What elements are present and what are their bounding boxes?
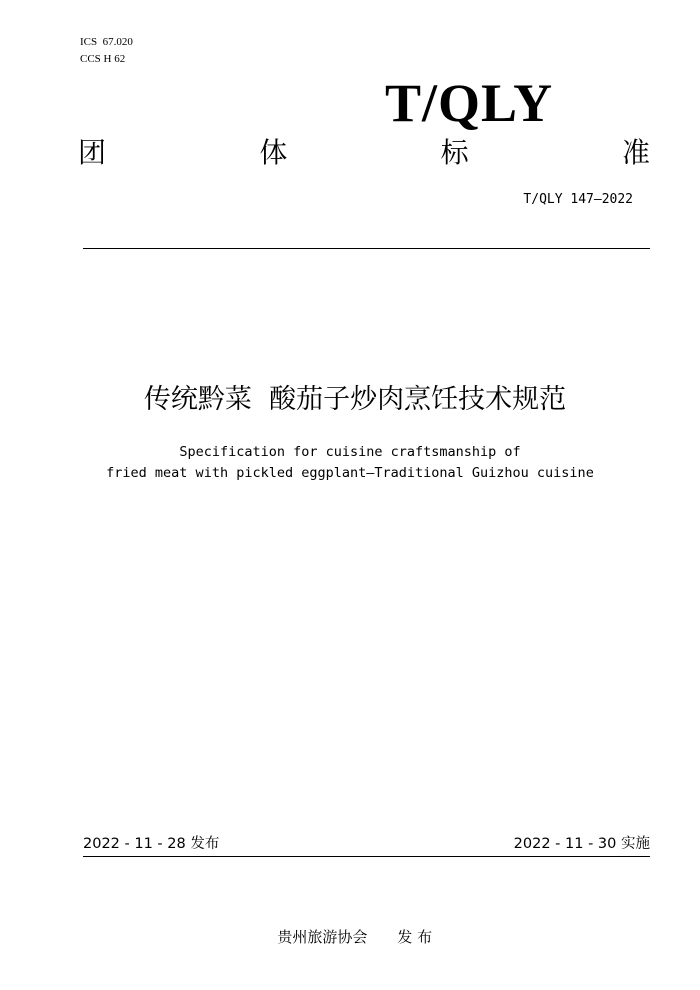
- title-english-line-2: fried meat with pickled eggplant—Traditional Guizhou cuisine: [106, 465, 594, 481]
- standard-type-char: 标: [440, 136, 469, 169]
- top-divider: [83, 248, 650, 249]
- ics-code: ICS 67.020: [80, 36, 133, 48]
- standard-type-heading: [78, 134, 650, 174]
- standard-number: T/QLY 147—2022: [523, 192, 633, 207]
- publisher-action: 发 布: [397, 928, 433, 946]
- standard-type-char: 团: [78, 136, 107, 169]
- title-chinese: 传统黔菜 酸茄子炒肉烹饪技术规范: [143, 384, 567, 415]
- classification-codes: [80, 34, 133, 68]
- publisher-name: 贵州旅游协会: [277, 928, 368, 946]
- standard-code-logo: T/QLY: [385, 73, 554, 133]
- implementation-date: 2022 - 11 - 30 实施: [513, 836, 650, 852]
- title-english-line-1: Specification for cuisine craftsmanship of: [179, 444, 521, 460]
- publisher-line: [0, 904, 700, 948]
- bottom-divider: [83, 856, 650, 857]
- issue-date: 2022 - 11 - 28 发布: [83, 836, 220, 852]
- ccs-code: CCS H 62: [80, 53, 126, 65]
- standard-type-char: 准: [621, 136, 650, 169]
- standard-type-char: 体: [259, 136, 288, 169]
